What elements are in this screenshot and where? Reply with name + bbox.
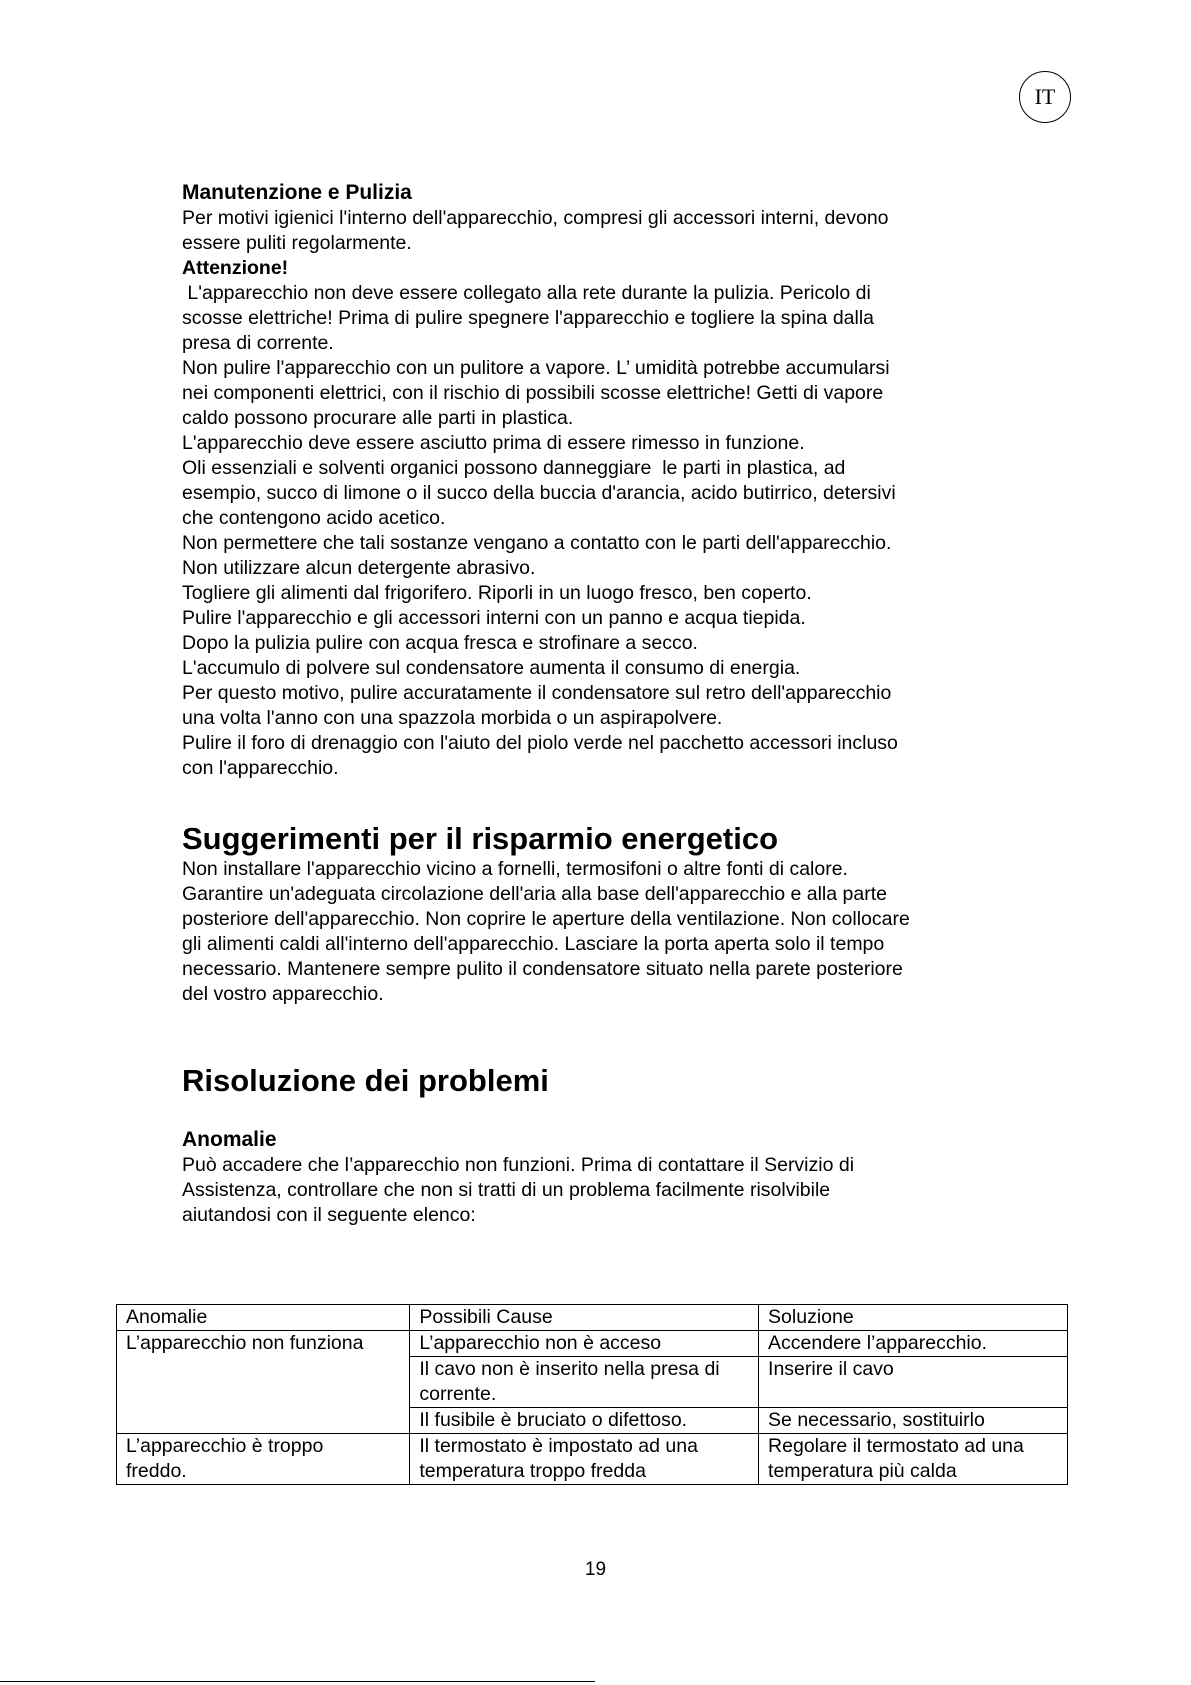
anomaly-cell: L’apparecchio è troppo freddo. bbox=[117, 1434, 410, 1485]
language-badge: IT bbox=[1019, 71, 1071, 123]
solution-cell: Accendere l’apparecchio. bbox=[759, 1331, 1068, 1357]
maintenance-line: nei componenti elettrici, con il rischio di possibili scosse elettriche! Getti di vapore bbox=[182, 382, 884, 404]
maintenance-line: presa di corrente. bbox=[182, 332, 334, 354]
page-content bbox=[182, 180, 1042, 1228]
maintenance-line: Pulire il foro di drenaggio con l'aiuto del piolo verde nel pacchetto accessori incluso bbox=[182, 732, 898, 754]
troubleshooting-title: Risoluzione dei problemi bbox=[182, 1063, 549, 1098]
maintenance-line: L'apparecchio non deve essere collegato alla rete durante la pulizia. Pericolo di bbox=[182, 282, 871, 304]
maintenance-line: una volta l'anno con una spazzola morbida o un aspirapolvere. bbox=[182, 707, 723, 729]
maintenance-line: L'accumulo di polvere sul condensatore aumenta il consumo di energia. bbox=[182, 657, 801, 679]
cause-cell: Il termostato è impostato ad una temperatura troppo fredda bbox=[410, 1434, 759, 1485]
bottom-divider bbox=[0, 1681, 595, 1682]
maintenance-title: Manutenzione e Pulizia bbox=[182, 181, 412, 204]
maintenance-line: L'apparecchio deve essere asciutto prima di essere rimesso in funzione. bbox=[182, 432, 805, 454]
maintenance-line: Pulire l'apparecchio e gli accessori interni con un panno e acqua tiepida. bbox=[182, 607, 806, 629]
cause-cell: Il fusibile è bruciato o difettoso. bbox=[410, 1408, 759, 1434]
troubleshooting-line: Può accadere che l’apparecchio non funzioni. Prima di contattare il Servizio di bbox=[182, 1154, 855, 1176]
maintenance-line: con l'apparecchio. bbox=[182, 757, 339, 779]
troubleshooting-table bbox=[116, 1304, 1068, 1485]
energy-saving-title: Suggerimenti per il risparmio energetico bbox=[182, 821, 779, 856]
header-anomalies: Anomalie bbox=[117, 1305, 410, 1331]
maintenance-intro-line: essere puliti regolarmente. bbox=[182, 232, 412, 254]
maintenance-line: Non pulire l'apparecchio con un pulitore a vapore. L’ umidità potrebbe accumularsi bbox=[182, 357, 890, 379]
page-number: 19 bbox=[584, 1559, 607, 1580]
energy-line: Garantire un'adeguata circolazione dell'aria alla base dell'apparecchio e alla parte bbox=[182, 883, 887, 905]
solution-cell: Regolare il termostato ad una temperatura più calda bbox=[759, 1434, 1068, 1485]
table-header-row bbox=[117, 1305, 1068, 1331]
maintenance-line: caldo possono procurare alle parti in plastica. bbox=[182, 407, 574, 429]
maintenance-line: Oli essenziali e solventi organici possono danneggiare le parti in plastica, ad bbox=[182, 457, 846, 479]
troubleshooting-line: aiutandosi con il seguente elenco: bbox=[182, 1204, 476, 1226]
maintenance-line: Non utilizzare alcun detergente abrasivo. bbox=[182, 557, 536, 579]
anomalies-subtitle: Anomalie bbox=[182, 1128, 277, 1151]
energy-line: del vostro apparecchio. bbox=[182, 983, 384, 1005]
attention-label: Attenzione! bbox=[182, 257, 289, 279]
maintenance-line: esempio, succo di limone o il succo della buccia d'arancia, acido butirrico, detersivi bbox=[182, 482, 896, 504]
maintenance-line: Per questo motivo, pulire accuratamente il condensatore sul retro dell'apparecchio bbox=[182, 682, 892, 704]
table-row bbox=[117, 1434, 1068, 1485]
maintenance-intro-line: Per motivi igienici l'interno dell'apparecchio, compresi gli accessori interni, devono bbox=[182, 207, 889, 229]
cause-cell: Il cavo non è inserito nella presa di corrente. bbox=[410, 1357, 759, 1408]
maintenance-line: che contengono acido acetico. bbox=[182, 507, 446, 529]
energy-line: gli alimenti caldi all'interno dell'apparecchio. Lasciare la porta aperta solo il tempo bbox=[182, 933, 885, 955]
header-causes: Possibili Cause bbox=[410, 1305, 759, 1331]
troubleshooting-line: Assistenza, controllare che non si tratti di un problema facilmente risolvibile bbox=[182, 1179, 831, 1201]
energy-line: Non installare l'apparecchio vicino a fornelli, termosifoni o altre fonti di calore. bbox=[182, 858, 848, 880]
maintenance-line: Togliere gli alimenti dal frigorifero. Riporli in un luogo fresco, ben coperto. bbox=[182, 582, 812, 604]
table-row bbox=[117, 1331, 1068, 1357]
maintenance-line: scosse elettriche! Prima di pulire spegnere l'apparecchio e togliere la spina dalla bbox=[182, 307, 875, 329]
anomaly-cell: L’apparecchio non funziona bbox=[117, 1331, 410, 1434]
energy-line: necessario. Mantenere sempre pulito il condensatore situato nella parete posteriore bbox=[182, 958, 903, 980]
cause-cell: L’apparecchio non è acceso bbox=[410, 1331, 759, 1357]
energy-line: posteriore dell'apparecchio. Non coprire le aperture della ventilazione. Non collocare bbox=[182, 908, 910, 930]
solution-cell: Inserire il cavo bbox=[759, 1357, 1068, 1408]
maintenance-line: Dopo la pulizia pulire con acqua fresca e strofinare a secco. bbox=[182, 632, 698, 654]
troubleshooting-table-wrapper bbox=[116, 1304, 1068, 1485]
maintenance-line: Non permettere che tali sostanze vengano a contatto con le parti dell'apparecchio. bbox=[182, 532, 892, 554]
solution-cell: Se necessario, sostituirlo bbox=[759, 1408, 1068, 1434]
header-solution: Soluzione bbox=[759, 1305, 1068, 1331]
